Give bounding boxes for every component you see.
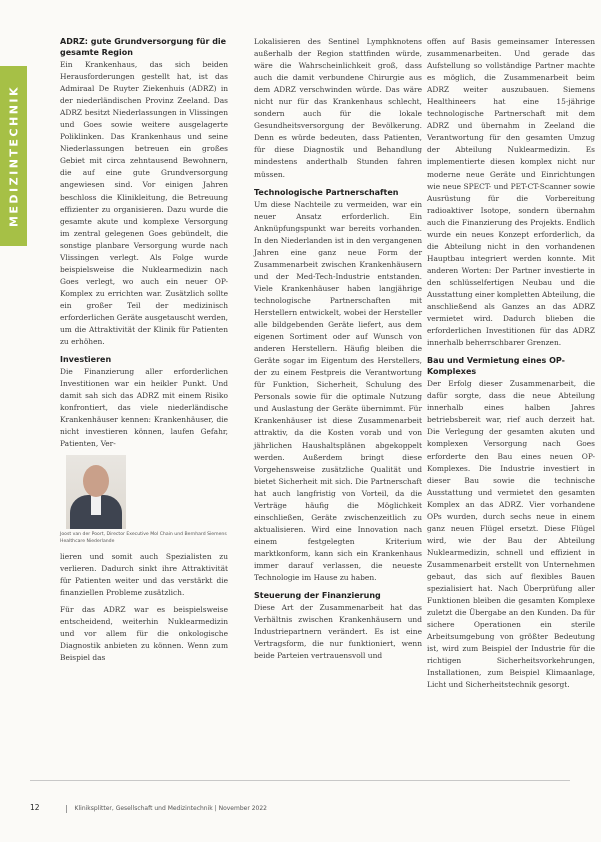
heading-investieren: Investieren xyxy=(60,355,112,365)
paragraph: lieren und somit auch Spezialisten zu verlieren. Dadurch sinkt ihre Attraktivität für Patienten weiter und das verstärkt die finanziellen Probleme zusätzlich. xyxy=(60,551,228,597)
page-footer xyxy=(30,803,267,813)
heading-finanzierung: Steuerung der Finanzierung xyxy=(254,591,381,601)
section-tab xyxy=(0,66,27,246)
footer-separator xyxy=(66,805,67,813)
paragraph: Der Erfolg dieser Zusammenarbeit, die dafür sorgte, dass die neue Abteilung innerhalb eines halben Jahres betriebsbereit war, rief auch derzeit hat. Die Verlegung der gesamten akuten und komplexen Versorgung nach Goes erforderte den Bau eines neuen OP-Komplexes. Die Industrie investiert in dieser Bau sowie die technische Ausstattung und vermietet den gesamten Komplex an das ADRZ. Vier vorhandene OPs wurden, durch sechs neue in einem ganz neuen Flügel ersetzt. Diese Flügel wird, wie der Bau der Abteilung Nuklearmedizin, schnell und effizient in Zusammenarbeit erstellt von Unternehmen gebaut, das sich auf flexibles Bauen spezialisiert hat. Nach Überprüfung aller Funktionen bleiben die gesamten Komplexe zuletzt die Übergabe an den Kunden. Da für sichere Operationen ein sterile Arbeitsumgebung von größter Bedeutung ist, wird zum Beispiel der Industrie für die richtigen Sicherheitsvorkehrungen, Installationen, zum Beispiel Klimaanlage, Licht und Sicherheitstechnik gesorgt. xyxy=(427,379,595,690)
paragraph: Für das ADRZ war es beispielsweise entscheidend, weiterhin Nuklearmedizin und vor allem für die onkologische Diagnostik anbieten zu können. Wenn zum Beispiel das xyxy=(60,605,228,663)
page-number: 12 xyxy=(30,803,40,812)
portrait-shirt xyxy=(91,495,101,515)
paragraph: Lokalisieren des Sentinel Lymphknotens außerhalb der Region stattfinden würde, wäre die Wahrscheinlichkeit groß, dass auch die damit verbundene Chirurgie aus dem ADRZ verschwinden würde. Das wäre nicht nur für das Krankenhaus schlecht, sondern auch für die lokale Gesundheitsversorgung der Bevölkerung. Denn es würde bedeuten, dass Patienten, für diese Diagnostik und Behandlung mindestens anderthalb Stunden fahren müssen. xyxy=(254,37,422,179)
paragraph: Ein Krankenhaus, das sich beiden Herausforderungen gestellt hat, ist das Admiraal De Ruyter Ziekenhuis (ADRZ) in der niederländischen Provinz Zeeland. Das ADRZ besitzt Niederlassungen in Vlissingen und Goes sowie weitere ausgelagerte Poliklinken. Das Krankenhaus und seine Niederlassungen betreuen ein großes Gebiet mit circa zehntausend Bewohnern, die auf eine gute Grundversorgung angewiesen sind. Vor einigen Jahren beschloss die Klinikleitung, die Betreuung effizienter zu organisieren. Dazu wurde die gesamte akute und komplexe Versorgung im zentral gelegenen Goes gebündelt, die sonstige planbare Versorgung wurde nach Vlissingen verlegt. Als Folge wurde beispielsweise die Nuklearmedizin nach Goes verlegt, wo auch ein neuer OP-Komplex zu errichten war. Zusätzlich sollte ein großer Teil der medizinisch erforderlichen Geräte ausgetauscht werden, um die Attraktivität der Klinik für Patienten zu erhöhen. xyxy=(60,60,228,347)
portrait-photo xyxy=(66,455,126,529)
column-1 xyxy=(60,36,228,669)
paragraph: Diese Art der Zusammenarbeit hat das Verhältnis zwischen Krankenhäusern und Industriepartnern verändert. Es ist eine Vertragsform, die nur funktioniert, wenn beide Parteien vertrauensvoll und xyxy=(254,603,422,661)
section-label: MEDIZINTECHNIK xyxy=(7,84,20,228)
heading-grundversorgung: ADRZ: gute Grundversorgung für die gesamte Region xyxy=(60,37,227,57)
footer-divider xyxy=(30,780,570,781)
footer-text: Kliniksplitter, Gesellschaft und Medizintechnik | November 2022 xyxy=(74,805,267,812)
paragraph: offen auf Basis gemeinsamer Interessen zusammenarbeiten. Und gerade das Aufstellung so vollständige Partner machte es möglich, die Zusammenarbeit beim ADRZ weiter auszubauen. Siemens Healthineers hat eine 15-jährige technologische Partnerschaft mit dem ADRZ und übernahm in Zeeland die Verantwortung für den gesamten Umzug der Abteilung Nuklearmedizin. Es implementierte diesen komplex nicht nur moderne neue Geräte und Einrichtungen wie neue SPECT- und PET-CT-Scanner sowie Ausrüstung für die Vorbereitung radioaktiver Isotope, sondern übernahm auch die Finanzierung des Projekts. Endlich wurde ein neues Konzept erforderlich, da die Abteilung nicht in den vorhandenen Hauptbau integriert werden konnte. Mit anderen Worten: Der Partner investierte in den schlüsselfertigen Neubau und die Ausstattung einer kompletten Abteilung, die anschließend als Ganzes an das ADRZ vermietet wird. Dadurch blieben die erforderlichen Investitionen für das ADRZ innerhalb beherrschbarer Grenzen. xyxy=(427,37,595,348)
heading-op-komplex: Bau und Vermietung eines OP-Komplexes xyxy=(427,356,565,377)
column-2 xyxy=(254,36,422,667)
paragraph: Um diese Nachteile zu vermeiden, war ein neuer Ansatz erforderlich. Ein Anknüpfungspunkt war bereits vorhanden. In den Niederlanden ist in den vergangenen Jahren eine ganz neue Form der Zusammenarbeit zwischen Krankenhäusern und der Med-Tech-Industrie entstanden. Viele Krankenhäuser haben langjährige technologische Partnerschaften mit Herstellern entwickelt, wobei der Hersteller alle bildgebenden Geräte liefert, aus dem eigenen Sortiment oder auf Wunsch von anderen Herstellern. Häufig bleiben die Geräte sogar im Eigentum des Herstellers, der zu einem Festpreis die Verantwortung für Funktion, Sicherheit, Schulung des Personals sowie für die optimale Nutzung und Auslastung der Geräte übernimmt. Für Krankenhäuser ist diese Zusammenarbeit attraktiv, da die Kosten vorab und von jährlichen Haushaltsplänen abgekoppelt werden. Außerdem bringt diese Vorgehensweise zusätzliche Qualität und bietet Sicherheit mit sich. Die Partnerschaft hat auch langfristig von Vorteil, da die Verträge häufig die Möglichkeit einschließen, Geräte zwischenzeitlich zu aktualisieren. Wird eine Innovation nach einem festgelegten Kriterium marktkonform, kann sich ein Krankenhaus immer darauf verlassen, die neueste Technologie im Hause zu haben. xyxy=(254,199,422,583)
portrait-head xyxy=(83,465,109,497)
heading-partnerschaften: Technologische Partnerschaften xyxy=(254,187,399,197)
column-3 xyxy=(427,36,595,696)
photo-caption: Joost van der Poort, Director Executive Mol Chain und Bernhard Siemens Healthcare Niederlande xyxy=(60,532,227,544)
paragraph: Die Finanzierung aller erforderlichen Investitionen war ein heikler Punkt. Und damit sah sich das ADRZ mit einem Risiko konfrontiert, das viele niederländische Krankenhäuser kennen: Krankenhäuser, die nicht investieren können, laufen Gefahr, Patienten, Ver- xyxy=(60,367,228,449)
